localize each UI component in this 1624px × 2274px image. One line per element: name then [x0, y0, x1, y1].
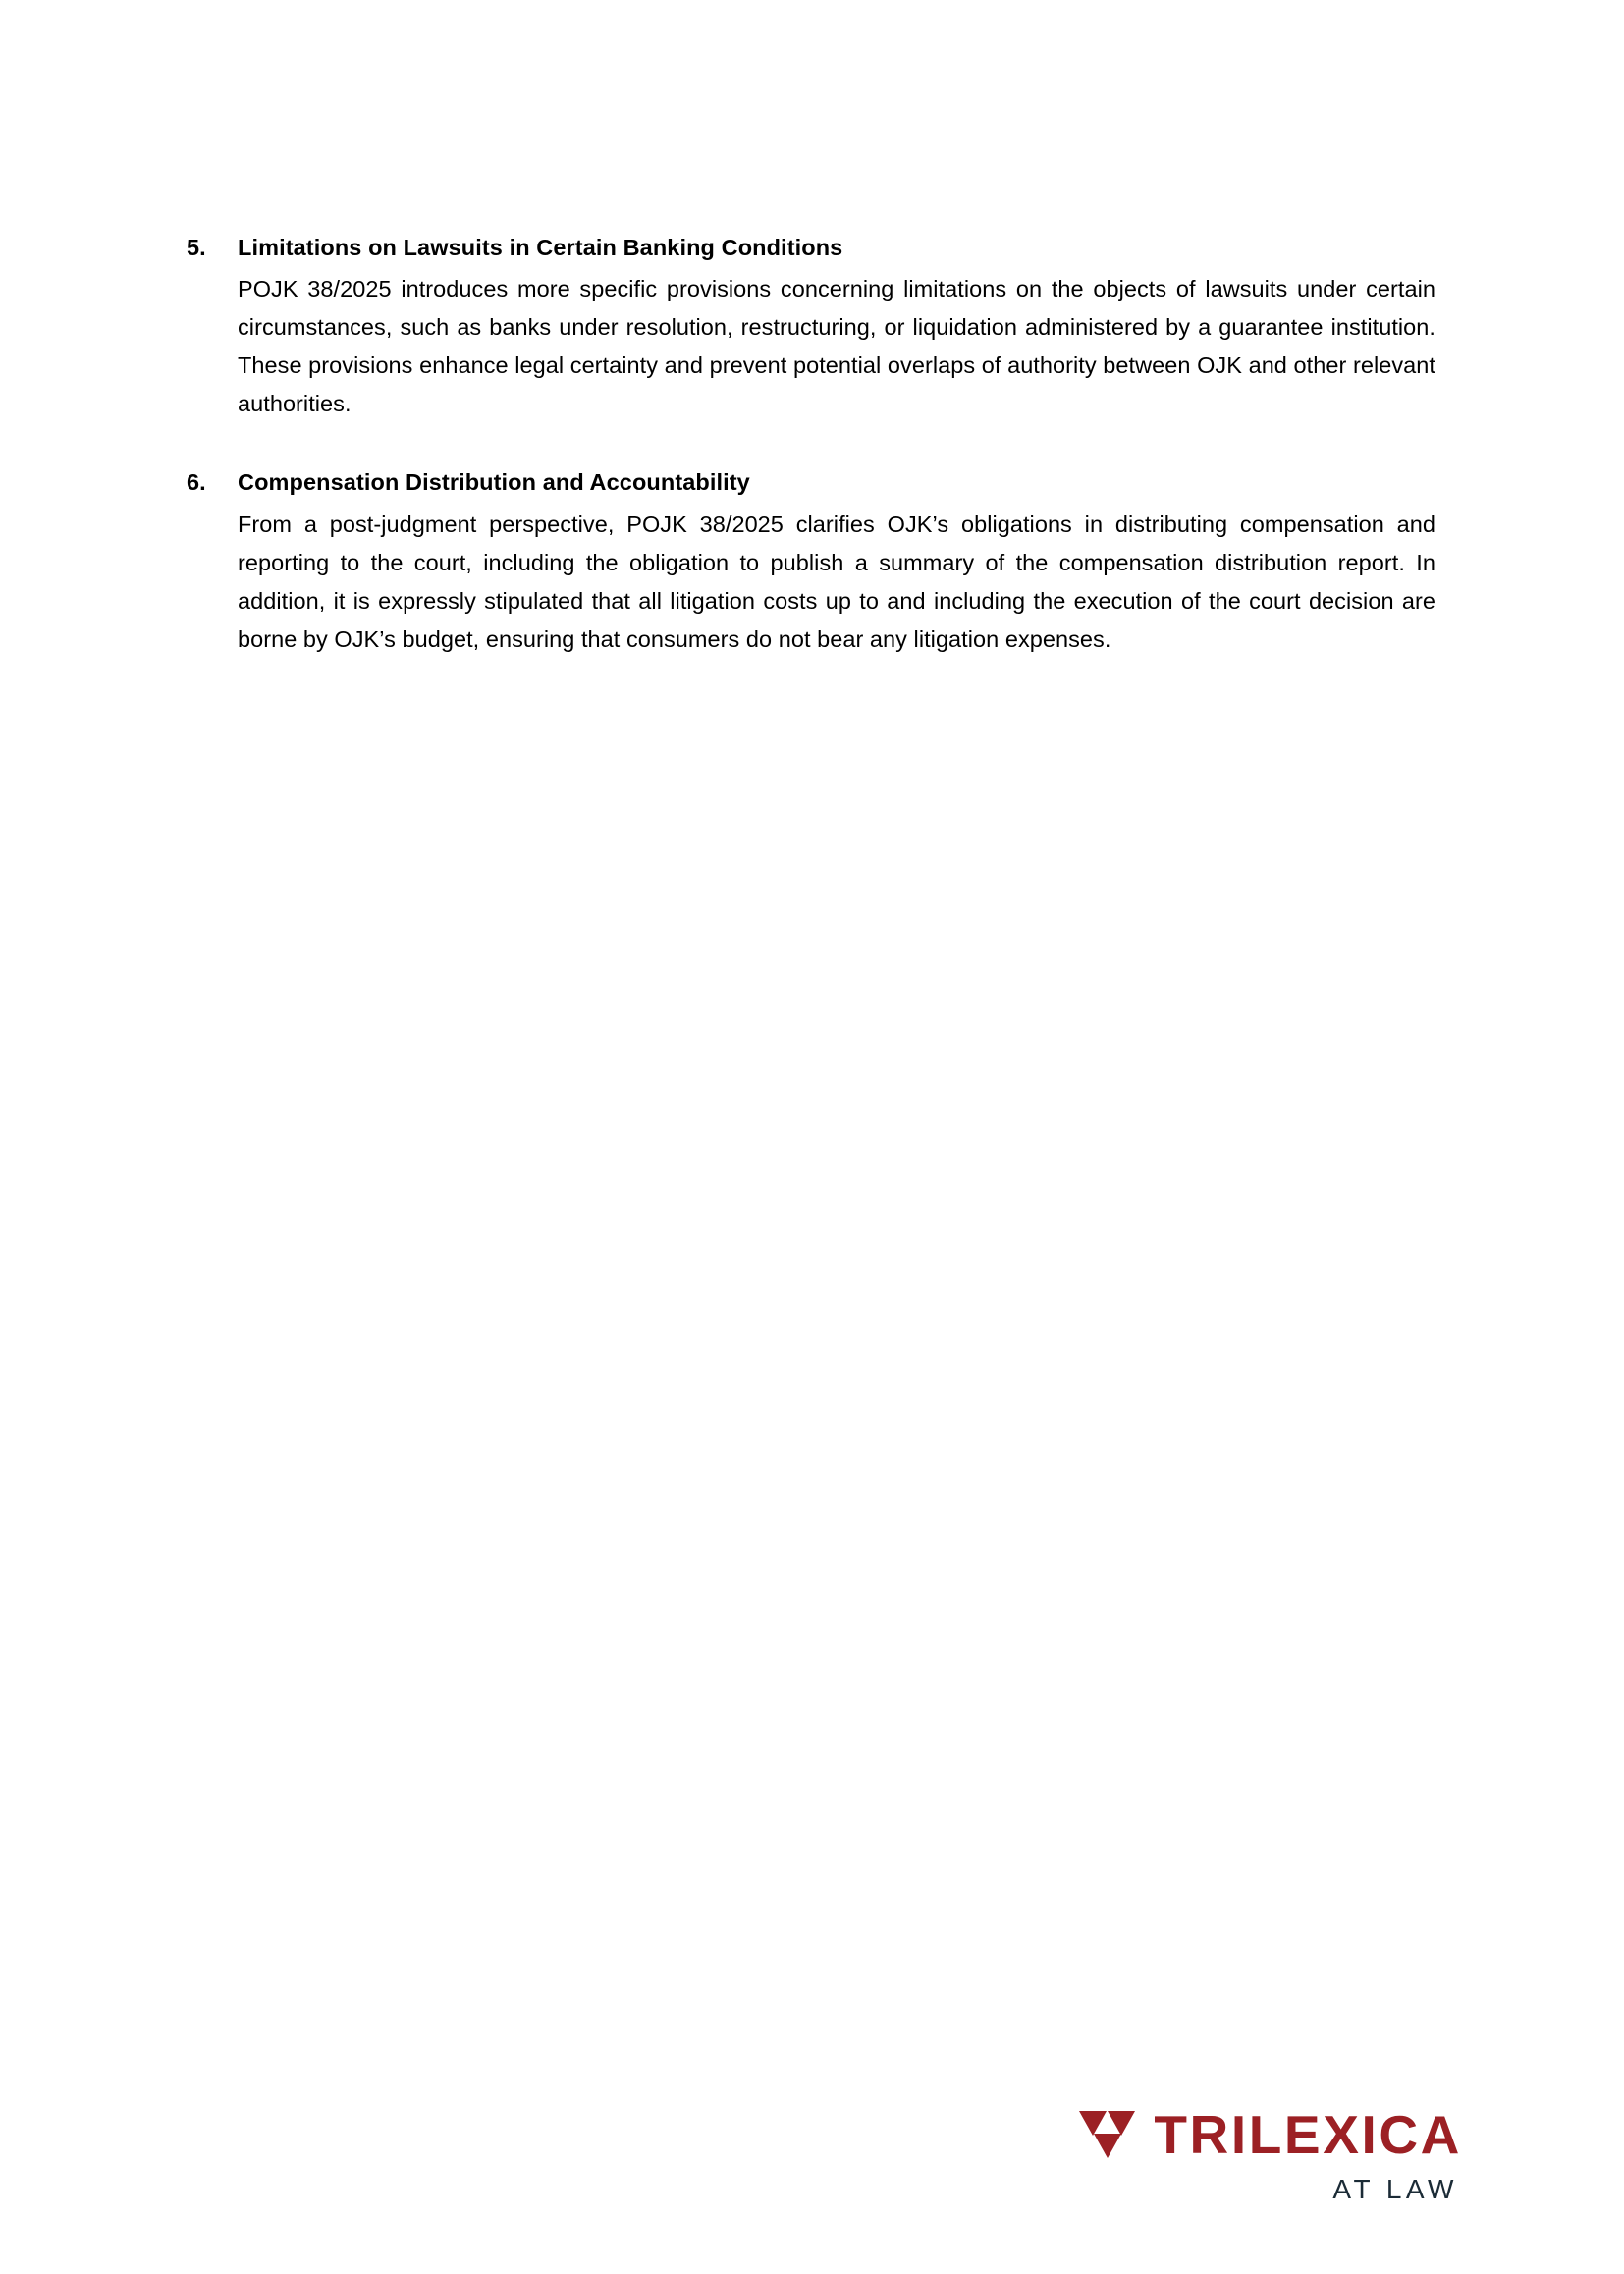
- trilexica-logo: [1079, 2104, 1462, 2204]
- section-5-number: 5.: [187, 235, 206, 260]
- triangle-left-icon: [1079, 2111, 1107, 2136]
- triangle-right-icon: [1108, 2111, 1135, 2136]
- logo-primary-row: [1079, 2104, 1462, 2165]
- section-5-heading: [187, 232, 1435, 263]
- section-6-number: 6.: [187, 469, 206, 496]
- triangle-bottom-icon: [1094, 2134, 1121, 2158]
- section-5: [187, 232, 1435, 423]
- section-5-title: Limitations on Lawsuits in Certain Banking Conditions: [238, 235, 843, 260]
- section-6-heading: [187, 466, 1435, 498]
- section-5-paragraph: POJK 38/2025 introduces more specific provisions concerning limitations on the objects of lawsuits under certain circumstances, such as banks under resolution, restructuring, or liquidation administered by a guarantee institution. These provisions enhance legal certainty and prevent potential overlaps of authority between OJK and other relevant authorities.: [238, 276, 1435, 417]
- section-6-title: Compensation Distribution and Accountability: [238, 469, 750, 496]
- document-content: [187, 232, 1435, 702]
- logo-tagline: AT LAW: [1332, 2174, 1458, 2204]
- logo-wordmark: TRILEXICA: [1154, 2104, 1462, 2165]
- triangles-icon: [1079, 2111, 1136, 2160]
- section-6-paragraph: From a post-judgment perspective, POJK 38/2025 clarifies OJK’s obligations in distributing compensation and reporting to the court, including the obligation to publish a summary of the compensation distribution report. In addition, it is expressly stipulated that all litigation costs up to and including the execution of the court decision are borne by OJK’s budget, ensuring that consumers do not bear any litigation expenses.: [238, 511, 1435, 652]
- section-6: [187, 466, 1435, 658]
